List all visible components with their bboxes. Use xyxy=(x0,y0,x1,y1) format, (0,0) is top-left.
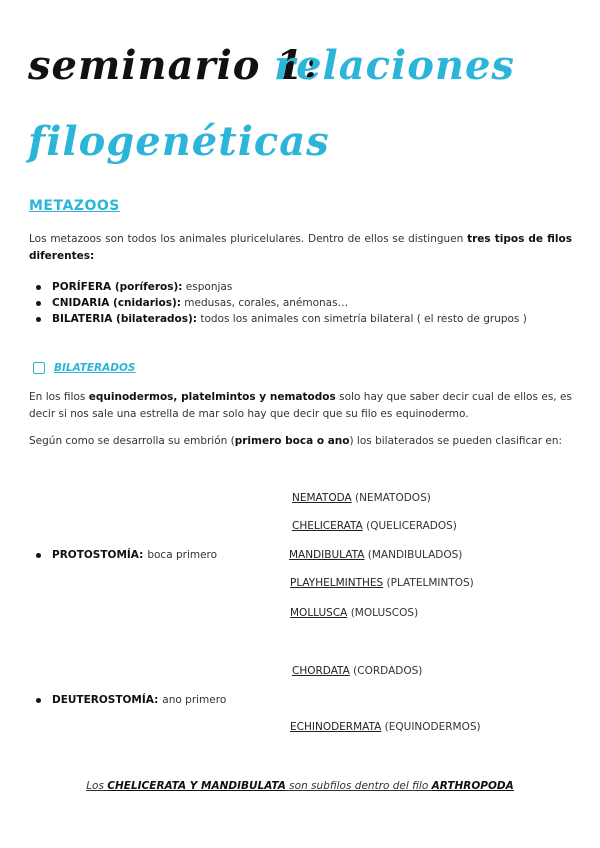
list-item-bilateria xyxy=(36,311,527,327)
phylum-mandibulata xyxy=(289,549,462,561)
phylum-echinodermata xyxy=(290,721,481,733)
phylum-mollusca xyxy=(290,607,418,619)
bullet-text: medusas, corales, anémonas… xyxy=(180,297,349,309)
p2-text-a: Según como se desarrolla su embrión ( xyxy=(29,435,235,447)
protostomia-item xyxy=(36,549,217,561)
bullet-text: todos los animales con simetría bilateral ( el resto de grupos ) xyxy=(197,313,527,325)
footer-text-a: Los xyxy=(86,780,108,792)
p1-bold: equinodermos, platelmintos y nematodos xyxy=(88,391,336,403)
p1-text-a: En los filos xyxy=(29,391,89,403)
bullet-text: esponjas xyxy=(182,281,233,293)
protostomia-desc: boca primero xyxy=(147,549,218,561)
phylum-name: MANDIBULATA xyxy=(289,549,365,561)
footer-bold-d: ARTHROPODA xyxy=(431,780,514,792)
metazoos-intro-text: Los metazoos son todos los animales pluricelulares. Dentro de ellos se distinguen xyxy=(29,233,468,245)
deuterostomia-label: DEUTEROSTOMÍA: xyxy=(52,694,159,706)
heading-metazoos: METAZOOS xyxy=(29,198,120,214)
bullet-dot-icon xyxy=(36,698,41,703)
phylum-name: PLAYHELMINTHES xyxy=(290,577,384,589)
title-seminario: seminario 1: xyxy=(28,42,320,89)
bullet-label: BILATERIA (bilaterados): xyxy=(52,313,198,325)
list-item-porifera xyxy=(36,279,527,295)
phylum-common: (MANDIBULADOS) xyxy=(364,549,463,561)
footer-note xyxy=(0,780,600,792)
filos-list xyxy=(36,279,527,327)
phylum-common: (PLATELMINTOS) xyxy=(383,577,474,589)
footer-bold-b: CHELICERATA Y MANDIBULATA xyxy=(107,780,286,792)
title-filogeneticas: filogenéticas xyxy=(28,118,330,165)
subheading-label: BILATERADOS xyxy=(54,362,136,374)
phylum-name: CHORDATA xyxy=(292,665,350,677)
deuterostomia-item xyxy=(36,694,226,706)
bilaterados-paragraph-1 xyxy=(29,389,572,423)
phylum-common: (CORDADOS) xyxy=(349,665,423,677)
phylum-common: (EQUINODERMOS) xyxy=(381,721,481,733)
protostomia-label: PROTOSTOMÍA: xyxy=(52,549,144,561)
phylum-name: CHELICERATA xyxy=(292,520,363,532)
phylum-nematoda xyxy=(292,492,431,504)
footer-text-c: son subfilos dentro del filo xyxy=(285,780,432,792)
metazoos-intro-bold: tres tipos de filos diferentes: xyxy=(29,233,572,262)
p2-bold: primero boca o ano xyxy=(234,435,350,447)
list-item-cnidaria xyxy=(36,295,527,311)
metazoos-intro xyxy=(29,231,572,265)
title-relaciones: relaciones xyxy=(274,42,515,89)
phylum-name: MOLLUSCA xyxy=(290,607,348,619)
checkbox-icon[interactable] xyxy=(33,362,45,374)
p2-text-b: ) los bilaterados se pueden clasificar en: xyxy=(349,435,563,447)
phylum-common: (MOLUSCOS) xyxy=(347,607,419,619)
phylum-chordata xyxy=(292,665,422,677)
phylum-name: ECHINODERMATA xyxy=(290,721,382,733)
phylum-common: (NEMATODOS) xyxy=(351,492,431,504)
deuterostomia-desc: ano primero xyxy=(162,694,227,706)
phylum-chelicerata xyxy=(292,520,457,532)
phylum-name: NEMATODA xyxy=(292,492,352,504)
bullet-label: PORÍFERA (poríferos): xyxy=(52,281,183,293)
phylum-playhelminthes xyxy=(290,577,474,589)
phylum-common: (QUELICERADOS) xyxy=(362,520,457,532)
p1-text-b: solo hay que saber decir cual de ellos es, es decir si nos sale una estrella de mar solo hay que decir que su filo es equinodermo. xyxy=(29,391,572,420)
bilaterados-paragraph-2 xyxy=(29,433,572,450)
bullet-label: CNIDARIA (cnidarios): xyxy=(52,297,181,309)
subheading-bilaterados xyxy=(33,362,135,374)
bullet-dot-icon xyxy=(36,553,41,558)
